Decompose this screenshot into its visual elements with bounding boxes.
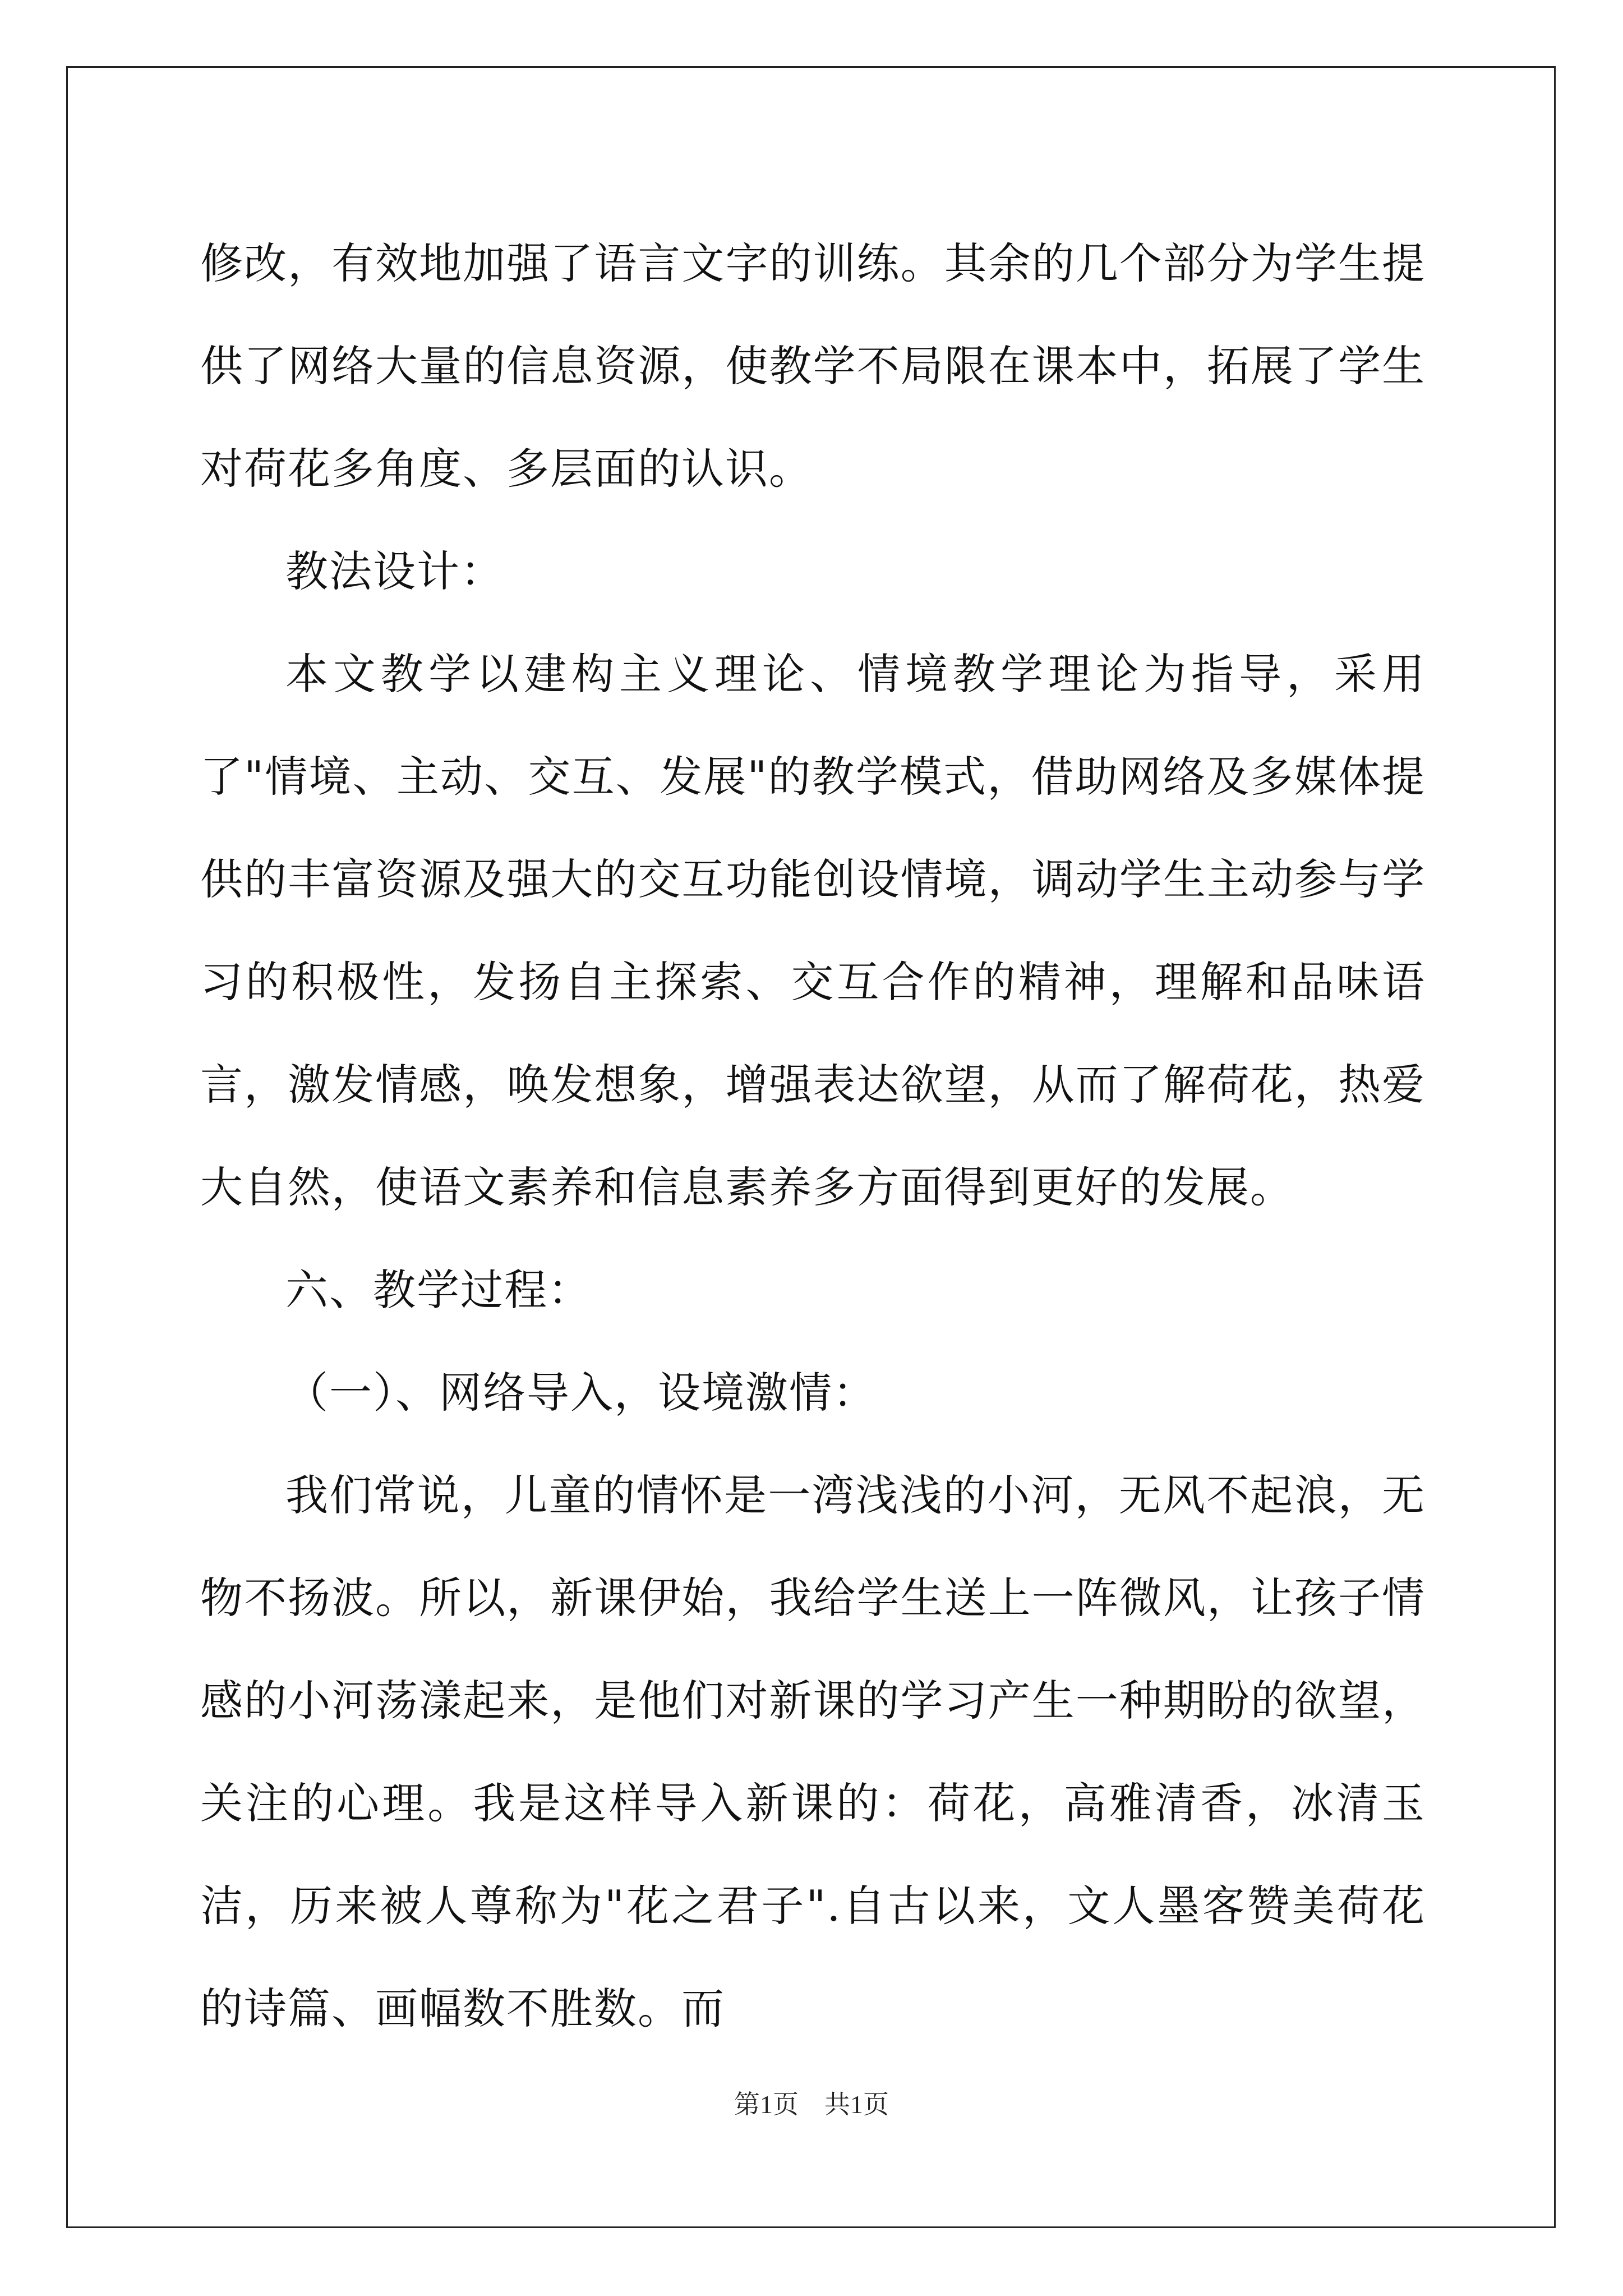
paragraph-1: 修改，有效地加强了语言文字的训练。其余的几个部分为学生提供了网络大量的信息资源，使教学不局限在课本中，拓展了学生对荷花多角度、多层面的认识。 [200, 238, 1426, 494]
paragraph-4: 六、教学过程： [285, 1265, 592, 1315]
document-body [200, 212, 1426, 2060]
paragraph-6: 我们常说，儿童的情怀是一湾浅浅的小河，无风不起浪，无物不扬波。所以，新课伊始，我给学生送上一阵微风，让孩子情感的小河荡漾起来，是他们对新课的学习产生一种期盼的欲望，关注的心理。我是这样导入新课的：荷花，高雅清香，冰清玉洁，历来被人尊称为"花之君子".自古以来，文人墨客赞美荷花的诗篇、画幅数不胜数。而 [200, 1470, 1426, 2033]
paragraph-2: 教法设计： [285, 546, 504, 596]
paragraph-3: 本文教学以建构主义理论、情境教学理论为指导，采用了"情境、主动、交互、发展"的教学模式，借助网络及多媒体提供的丰富资源及强大的交互功能创设情境，调动学生主动参与学习的积极性，发扬自主探索、交互合作的精神，理解和品味语言，激发情感，唤发想象，增强表达欲望，从而了解荷花，热爱大自然，使语文素养和信息素养多方面得到更好的发展。 [200, 649, 1426, 1212]
paragraph-5: （一）、网络导入，设境激情： [285, 1368, 877, 1418]
page-footer: 第1页 共1页 [734, 2090, 889, 2119]
